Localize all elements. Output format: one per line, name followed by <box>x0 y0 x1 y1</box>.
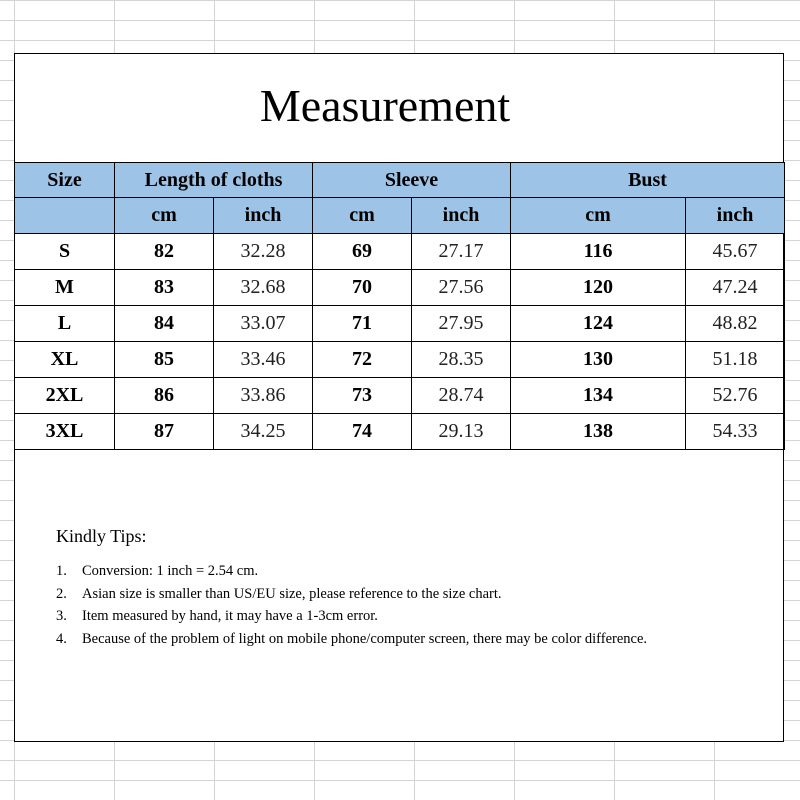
tips-section <box>56 524 696 650</box>
table-row <box>15 270 785 306</box>
bust-cm-cell: 116 <box>511 234 686 270</box>
table-row <box>15 414 785 450</box>
bust-cm-cell: 134 <box>511 378 686 414</box>
tip-item <box>56 583 696 606</box>
sleeve-cm-cell: 74 <box>313 414 412 450</box>
sleeve-cm-cell: 70 <box>313 270 412 306</box>
bust-cm-cell: 124 <box>511 306 686 342</box>
sleeve-inch-cell: 28.74 <box>412 378 511 414</box>
bust-inch-cell: 48.82 <box>686 306 785 342</box>
length-cm-cell: 83 <box>115 270 214 306</box>
size-unit-empty <box>15 198 115 234</box>
size-cell: M <box>15 270 115 306</box>
tips-list <box>56 560 696 650</box>
tip-text: Because of the problem of light on mobile phone/computer screen, there may be color difference. <box>82 630 648 647</box>
sleeve-inch-cell: 27.95 <box>412 306 511 342</box>
bust-inch-cell: 51.18 <box>686 342 785 378</box>
tip-number: 2. <box>56 585 67 602</box>
size-cell: S <box>15 234 115 270</box>
sleeve-cm-cell: 71 <box>313 306 412 342</box>
size-cell: XL <box>15 342 115 378</box>
tip-number: 1. <box>56 563 67 579</box>
table-header-row <box>15 163 785 198</box>
length-cm-cell: 84 <box>115 306 214 342</box>
bust-cm-cell: 130 <box>511 342 686 378</box>
table-row <box>15 234 785 270</box>
bust-cm-header: cm <box>511 198 686 234</box>
length-cm-cell: 85 <box>115 342 214 378</box>
bust-inch-cell: 45.67 <box>686 234 785 270</box>
length-inch-cell: 33.86 <box>214 378 313 414</box>
size-cell: L <box>15 306 115 342</box>
bust-inch-cell: 54.33 <box>686 414 785 450</box>
length-inch-cell: 34.25 <box>214 414 313 450</box>
size-cell: 3XL <box>15 414 115 450</box>
table-row <box>15 306 785 342</box>
table-row <box>15 378 785 414</box>
length-inch-cell: 33.46 <box>214 342 313 378</box>
length-cm-cell: 87 <box>115 414 214 450</box>
tips-title: Kindly Tips: <box>56 526 147 546</box>
bust-cm-cell: 120 <box>511 270 686 306</box>
size-header: Size <box>15 163 115 198</box>
length-cm-cell: 86 <box>115 378 214 414</box>
sleeve-cm-cell: 73 <box>313 378 412 414</box>
tip-item <box>56 560 696 583</box>
bust-cm-cell: 138 <box>511 414 686 450</box>
length-inch-header: inch <box>214 198 313 234</box>
sleeve-inch-cell: 29.13 <box>412 414 511 450</box>
sleeve-cm-cell: 69 <box>313 234 412 270</box>
length-cm-cell: 82 <box>115 234 214 270</box>
tip-item <box>56 628 696 651</box>
tip-number: 4. <box>56 630 67 647</box>
size-cell: 2XL <box>15 378 115 414</box>
length-header: Length of cloths <box>115 163 313 198</box>
sleeve-inch-header: inch <box>412 198 511 234</box>
tip-item <box>56 605 696 628</box>
tip-text: Conversion: 1 inch = 2.54 cm. <box>82 563 259 579</box>
length-inch-cell: 33.07 <box>214 306 313 342</box>
size-chart-table <box>14 162 785 450</box>
bust-inch-cell: 47.24 <box>686 270 785 306</box>
sleeve-cm-cell: 72 <box>313 342 412 378</box>
length-cm-header: cm <box>115 198 214 234</box>
bust-inch-header: inch <box>686 198 785 234</box>
length-inch-cell: 32.68 <box>214 270 313 306</box>
table-row <box>15 342 785 378</box>
tip-text: Asian size is smaller than US/EU size, please reference to the size chart. <box>82 585 502 602</box>
size-rows <box>15 234 785 450</box>
sleeve-inch-cell: 27.17 <box>412 234 511 270</box>
bust-header: Bust <box>511 163 785 198</box>
sleeve-cm-header: cm <box>313 198 412 234</box>
page-title: Measurement <box>259 80 511 131</box>
tip-number: 3. <box>56 608 67 624</box>
tip-text: Item measured by hand, it may have a 1-3cm error. <box>82 608 378 624</box>
sleeve-inch-cell: 28.35 <box>412 342 511 378</box>
length-inch-cell: 32.28 <box>214 234 313 270</box>
bust-inch-cell: 52.76 <box>686 378 785 414</box>
table-unit-row <box>15 198 785 234</box>
sleeve-header: Sleeve <box>313 163 511 198</box>
sleeve-inch-cell: 27.56 <box>412 270 511 306</box>
